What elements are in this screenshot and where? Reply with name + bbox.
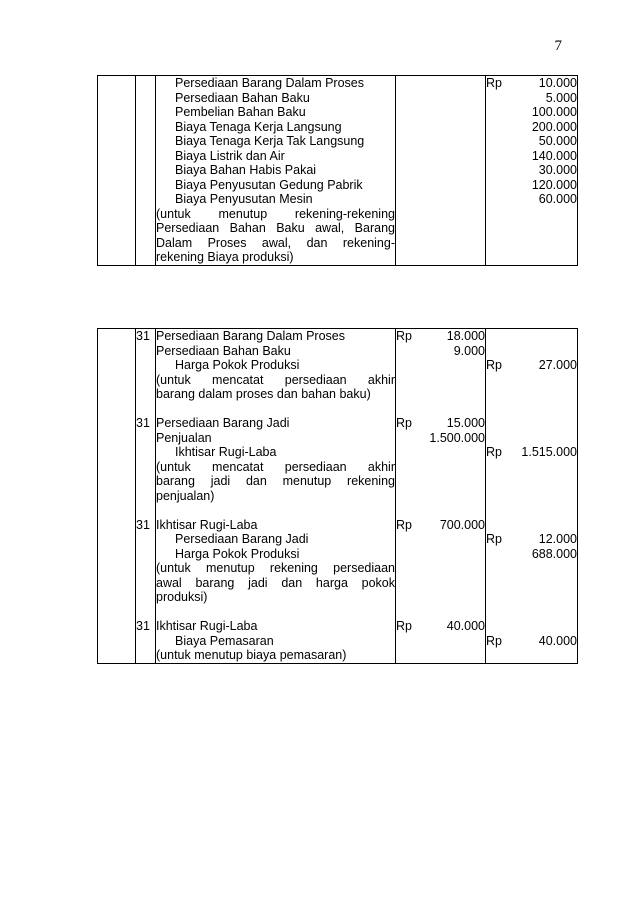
- amount-value: 60.000: [538, 192, 577, 206]
- amount-value: 1.500.000: [429, 430, 485, 445]
- amount-value: 40.000: [446, 619, 485, 633]
- spacer: [486, 431, 577, 446]
- spacer: [486, 518, 577, 533]
- currency-label: Rp: [486, 633, 502, 648]
- spacer: [396, 532, 485, 547]
- account-name: Biaya Penyusutan Mesin: [175, 192, 313, 206]
- currency-label: Rp: [396, 517, 412, 532]
- account-name: Persediaan Bahan Baku: [175, 90, 310, 105]
- debit-amount: [396, 416, 485, 431]
- amount-value: 12.000: [538, 532, 577, 546]
- date-day-cell: [136, 76, 156, 266]
- amount-value: 50.000: [538, 134, 577, 148]
- spacer: [136, 431, 155, 446]
- spacer: [486, 576, 577, 591]
- spacer: [136, 561, 155, 576]
- note-line: (untuk menutup rekening persediaan: [156, 561, 395, 575]
- account-name: Harga Pokok Produksi: [175, 358, 300, 372]
- account-name: Biaya Tenaga Kerja Tak Langsung: [175, 134, 365, 148]
- spacer: [136, 547, 155, 562]
- account-name: Biaya Pemasaran: [175, 633, 274, 648]
- amount-value: 15.000: [446, 416, 485, 430]
- credit-amount: [486, 149, 577, 164]
- credit-amount: [486, 163, 577, 178]
- spacer: [136, 605, 155, 620]
- spacer: [136, 358, 155, 373]
- amount-value: 40.000: [538, 633, 577, 648]
- currency-label: Rp: [486, 532, 502, 546]
- debit-amount: [396, 619, 485, 634]
- account-name: Pembelian Bahan Baku: [175, 105, 306, 119]
- spacer: [136, 590, 155, 605]
- amount-value: 700.000: [439, 517, 485, 532]
- credit-amount: [486, 532, 577, 547]
- spacer: [396, 561, 485, 576]
- amount-value: 688.000: [531, 546, 577, 561]
- spacer: [156, 605, 395, 620]
- spacer: [136, 532, 155, 547]
- debit-amount: [396, 329, 485, 344]
- account-name: Biaya Tenaga Kerja Langsung: [175, 119, 342, 134]
- credit-amount: [486, 120, 577, 135]
- credit-amount: [486, 634, 577, 649]
- currency-label: Rp: [486, 76, 502, 90]
- spacer: [486, 590, 577, 605]
- amount-value: 9.000: [453, 343, 485, 358]
- spacer: [486, 460, 577, 475]
- spacer: [396, 547, 485, 562]
- credit-list: [486, 76, 577, 207]
- account-name: Ikhtisar Rugi-Laba: [156, 619, 258, 633]
- journal-table-continued: [97, 75, 578, 266]
- account-name: Biaya Listrik dan Air: [175, 148, 285, 163]
- spacer: [396, 460, 485, 475]
- currency-label: Rp: [486, 445, 502, 459]
- date-day-cell: [136, 329, 156, 664]
- account-name: Biaya Bahan Habis Pakai: [175, 163, 317, 177]
- account-name: Harga Pokok Produksi: [175, 546, 300, 561]
- spacer: [136, 634, 155, 649]
- spacer: [136, 576, 155, 591]
- account-name: Persediaan Barang Jadi: [175, 532, 309, 546]
- note-line: (untuk menutup rekening-rekening: [156, 206, 395, 221]
- spacer: [136, 373, 155, 388]
- spacer: [136, 402, 155, 417]
- spacer: [396, 445, 485, 460]
- date-month-cell: [98, 76, 136, 266]
- note-line: (untuk mencatat persediaan akhir: [156, 372, 395, 387]
- account-list: [156, 76, 395, 207]
- amount-value: 140.000: [531, 148, 577, 163]
- account-name: Penjualan: [156, 430, 212, 445]
- spacer: [136, 648, 155, 663]
- account-name: Persediaan Barang Dalam Proses: [156, 329, 345, 343]
- spacer: [396, 358, 485, 373]
- amount-value: 100.000: [531, 105, 577, 119]
- entry-date: 31: [136, 517, 150, 532]
- amount-value: 5.000: [545, 90, 577, 105]
- spacer: [486, 387, 577, 402]
- spacer: [156, 402, 395, 417]
- spacer: [486, 402, 577, 417]
- credit-amount: [486, 445, 577, 460]
- note-line: Persediaan Bahan Baku awal, Barang: [156, 221, 395, 235]
- spacer: [136, 460, 155, 475]
- credit-amount: [486, 105, 577, 120]
- account-name: Persediaan Bahan Baku: [156, 343, 291, 358]
- amount-value: 27.000: [538, 358, 577, 372]
- spacer: [486, 619, 577, 634]
- spacer: [156, 503, 395, 518]
- note-line: produksi): [156, 590, 208, 604]
- entry-date: 31: [136, 619, 150, 633]
- spacer: [486, 503, 577, 518]
- entry-date: 31: [136, 329, 150, 343]
- amount-value: 1.515.000: [521, 445, 577, 459]
- credit-cell: [486, 329, 578, 664]
- entry-note: [156, 207, 395, 265]
- amount-value: 30.000: [538, 163, 577, 177]
- debit-amount: [396, 344, 485, 359]
- table-row: [98, 329, 578, 664]
- account-name: Persediaan Barang Jadi: [156, 416, 290, 430]
- debit-cell: [396, 76, 486, 266]
- note-line: barang dalam proses dan bahan baku): [156, 387, 371, 401]
- amount-value: 10.000: [538, 76, 577, 90]
- currency-label: Rp: [486, 358, 502, 372]
- amount-value: 18.000: [446, 329, 485, 343]
- note-line: barang jadi dan menutup rekening: [156, 474, 395, 488]
- amount-value: 200.000: [531, 119, 577, 134]
- note-line: rekening Biaya produksi): [156, 250, 294, 264]
- amount-value: 120.000: [531, 177, 577, 192]
- entry-date: 31: [136, 416, 150, 430]
- currency-label: Rp: [396, 329, 412, 343]
- spacer: [486, 561, 577, 576]
- spacer: [486, 416, 577, 431]
- account-name: Persediaan Barang Dalam Proses: [175, 76, 364, 90]
- spacer: [486, 474, 577, 489]
- spacer: [486, 605, 577, 620]
- spacer: [396, 503, 485, 518]
- credit-amount: [486, 134, 577, 149]
- spacer: [396, 402, 485, 417]
- date-month-cell: [98, 329, 136, 664]
- note-line: Dalam Proses awal, dan rekening-: [156, 235, 395, 250]
- account-cell: [156, 76, 396, 266]
- spacer: [396, 605, 485, 620]
- credit-cell: [486, 76, 578, 266]
- debit-cell: [396, 329, 486, 664]
- spacer: [486, 373, 577, 388]
- spacer: [486, 329, 577, 344]
- spacer: [396, 489, 485, 504]
- spacer: [486, 648, 577, 663]
- spacer: [396, 590, 485, 605]
- note-line: penjualan): [156, 488, 215, 503]
- credit-amount: [486, 91, 577, 106]
- page-number: 7: [554, 38, 562, 54]
- debit-amount: [396, 431, 485, 446]
- spacer: [136, 474, 155, 489]
- spacer: [136, 387, 155, 402]
- currency-label: Rp: [396, 416, 412, 430]
- table-row: [98, 76, 578, 266]
- credit-amount: [486, 358, 577, 373]
- note-line: awal barang jadi dan harga pokok: [156, 575, 395, 590]
- spacer: [136, 344, 155, 359]
- credit-amount: [486, 76, 577, 91]
- account-name: Ikhtisar Rugi-Laba: [156, 517, 258, 532]
- credit-amount: [486, 178, 577, 193]
- spacer: [396, 648, 485, 663]
- spacer: [136, 503, 155, 518]
- spacer: [136, 445, 155, 460]
- spacer: [396, 634, 485, 649]
- note-line: (untuk menutup biaya pemasaran): [156, 648, 347, 662]
- note-line: (untuk mencatat persediaan akhir: [156, 459, 395, 474]
- journal-table: [97, 328, 578, 664]
- account-cell: [156, 329, 396, 664]
- currency-label: Rp: [396, 619, 412, 633]
- account-name: Ikhtisar Rugi-Laba: [175, 445, 277, 459]
- spacer: [396, 387, 485, 402]
- spacer: [396, 474, 485, 489]
- debit-amount: [396, 518, 485, 533]
- credit-amount: [486, 547, 577, 562]
- spacer: [396, 373, 485, 388]
- spacer: [136, 489, 155, 504]
- account-name: Biaya Penyusutan Gedung Pabrik: [175, 177, 363, 192]
- spacer: [486, 489, 577, 504]
- spacer: [486, 344, 577, 359]
- credit-amount: [486, 192, 577, 207]
- spacer: [396, 576, 485, 591]
